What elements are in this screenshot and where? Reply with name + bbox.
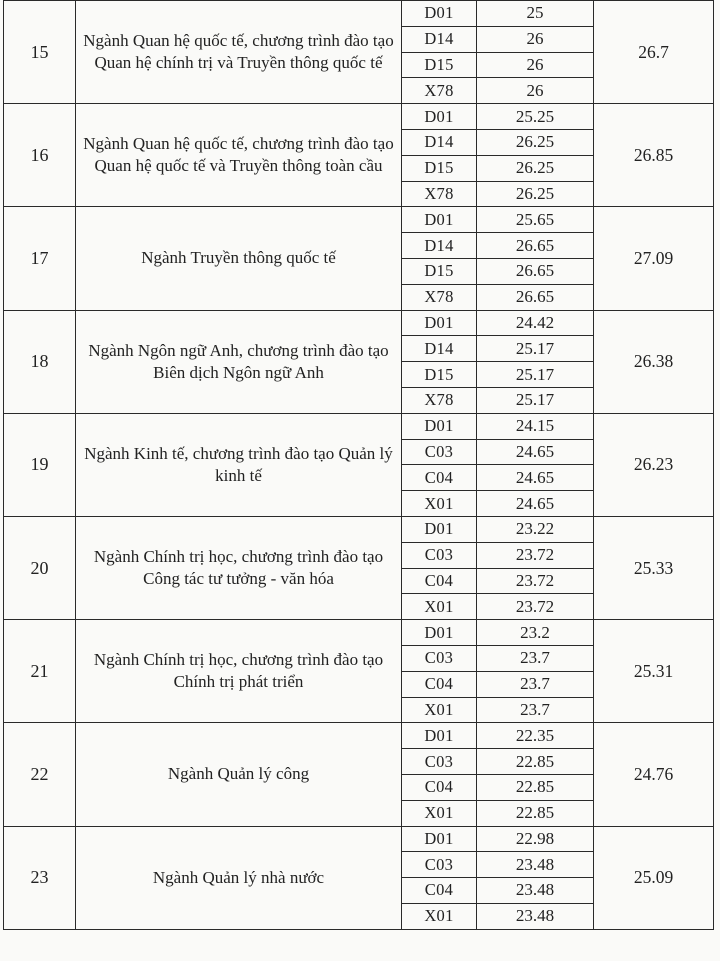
final-score: 24.76 <box>594 723 714 826</box>
subject-combination-code: X01 <box>402 491 477 517</box>
final-score: 26.38 <box>594 310 714 413</box>
table-row <box>4 310 714 336</box>
table-row <box>4 620 714 646</box>
subject-combination-code: X01 <box>402 697 477 723</box>
combination-score: 26.65 <box>477 233 594 259</box>
subject-combination-code: C03 <box>402 645 477 671</box>
combination-score: 26.25 <box>477 181 594 207</box>
subject-combination-code: D01 <box>402 516 477 542</box>
major-name: Ngành Ngôn ngữ Anh, chương trình đào tạo Biên dịch Ngôn ngữ Anh <box>76 310 402 413</box>
combination-score: 26 <box>477 78 594 104</box>
table-row <box>4 104 714 130</box>
combination-score: 26.25 <box>477 155 594 181</box>
major-name: Ngành Truyền thông quốc tế <box>76 207 402 310</box>
subject-combination-code: D14 <box>402 26 477 52</box>
row-number: 20 <box>4 516 76 619</box>
subject-combination-code: D01 <box>402 620 477 646</box>
row-number: 19 <box>4 413 76 516</box>
subject-combination-code: C03 <box>402 749 477 775</box>
subject-combination-code: X01 <box>402 903 477 929</box>
subject-combination-code: D01 <box>402 310 477 336</box>
subject-combination-code: C03 <box>402 852 477 878</box>
final-score: 25.31 <box>594 620 714 723</box>
combination-score: 25 <box>477 1 594 27</box>
combination-score: 25.17 <box>477 362 594 388</box>
row-number: 21 <box>4 620 76 723</box>
subject-combination-code: D01 <box>402 826 477 852</box>
combination-score: 25.25 <box>477 104 594 130</box>
subject-combination-code: X78 <box>402 387 477 413</box>
combination-score: 26.65 <box>477 284 594 310</box>
subject-combination-code: D01 <box>402 1 477 27</box>
table-row <box>4 516 714 542</box>
subject-combination-code: X01 <box>402 800 477 826</box>
subject-combination-code: D15 <box>402 52 477 78</box>
subject-combination-code: X78 <box>402 284 477 310</box>
combination-score: 22.98 <box>477 826 594 852</box>
final-score: 25.33 <box>594 516 714 619</box>
combination-score: 22.35 <box>477 723 594 749</box>
table-row <box>4 207 714 233</box>
final-score: 26.85 <box>594 104 714 207</box>
subject-combination-code: D01 <box>402 207 477 233</box>
subject-combination-code: C04 <box>402 774 477 800</box>
table-row <box>4 826 714 852</box>
subject-combination-code: D15 <box>402 362 477 388</box>
combination-score: 23.7 <box>477 697 594 723</box>
combination-score: 26.25 <box>477 129 594 155</box>
combination-score: 26 <box>477 52 594 78</box>
combination-score: 24.65 <box>477 439 594 465</box>
subject-combination-code: C04 <box>402 568 477 594</box>
subject-combination-code: D01 <box>402 104 477 130</box>
row-number: 22 <box>4 723 76 826</box>
subject-combination-code: D14 <box>402 336 477 362</box>
row-number: 17 <box>4 207 76 310</box>
combination-score: 24.65 <box>477 491 594 517</box>
major-name: Ngành Chính trị học, chương trình đào tạo Chính trị phát triển <box>76 620 402 723</box>
table-body <box>4 1 714 930</box>
combination-score: 25.65 <box>477 207 594 233</box>
final-score: 26.23 <box>594 413 714 516</box>
combination-score: 23.72 <box>477 568 594 594</box>
subject-combination-code: C04 <box>402 671 477 697</box>
combination-score: 23.7 <box>477 671 594 697</box>
combination-score: 23.48 <box>477 878 594 904</box>
combination-score: 23.22 <box>477 516 594 542</box>
subject-combination-code: C03 <box>402 542 477 568</box>
combination-score: 23.72 <box>477 594 594 620</box>
combination-score: 23.48 <box>477 852 594 878</box>
combination-score: 26.65 <box>477 258 594 284</box>
combination-score: 24.15 <box>477 413 594 439</box>
major-name: Ngành Quan hệ quốc tế, chương trình đào tạo Quan hệ chính trị và Truyền thông quốc tế <box>76 1 402 104</box>
subject-combination-code: D14 <box>402 233 477 259</box>
table-row <box>4 723 714 749</box>
combination-score: 22.85 <box>477 774 594 800</box>
combination-score: 25.17 <box>477 387 594 413</box>
row-number: 15 <box>4 1 76 104</box>
combination-score: 26 <box>477 26 594 52</box>
subject-combination-code: C04 <box>402 878 477 904</box>
subject-combination-code: D15 <box>402 258 477 284</box>
major-name: Ngành Quản lý nhà nước <box>76 826 402 929</box>
subject-combination-code: C04 <box>402 465 477 491</box>
row-number: 16 <box>4 104 76 207</box>
combination-score: 24.65 <box>477 465 594 491</box>
combination-score: 25.17 <box>477 336 594 362</box>
table-row <box>4 1 714 27</box>
combination-score: 22.85 <box>477 800 594 826</box>
subject-combination-code: X78 <box>402 181 477 207</box>
combination-score: 22.85 <box>477 749 594 775</box>
row-number: 18 <box>4 310 76 413</box>
major-name: Ngành Kinh tế, chương trình đào tạo Quản lý kinh tế <box>76 413 402 516</box>
combination-score: 23.48 <box>477 903 594 929</box>
final-score: 25.09 <box>594 826 714 929</box>
major-name: Ngành Quan hệ quốc tế, chương trình đào tạo Quan hệ quốc tế và Truyền thông toàn cầu <box>76 104 402 207</box>
subject-combination-code: D14 <box>402 129 477 155</box>
combination-score: 23.72 <box>477 542 594 568</box>
table-row <box>4 413 714 439</box>
final-score: 27.09 <box>594 207 714 310</box>
row-number: 23 <box>4 826 76 929</box>
subject-combination-code: X78 <box>402 78 477 104</box>
final-score: 26.7 <box>594 1 714 104</box>
major-name: Ngành Quản lý công <box>76 723 402 826</box>
subject-combination-code: X01 <box>402 594 477 620</box>
admission-scores-table <box>3 0 714 930</box>
subject-combination-code: C03 <box>402 439 477 465</box>
subject-combination-code: D01 <box>402 413 477 439</box>
combination-score: 23.2 <box>477 620 594 646</box>
subject-combination-code: D15 <box>402 155 477 181</box>
subject-combination-code: D01 <box>402 723 477 749</box>
major-name: Ngành Chính trị học, chương trình đào tạo Công tác tư tưởng - văn hóa <box>76 516 402 619</box>
combination-score: 24.42 <box>477 310 594 336</box>
combination-score: 23.7 <box>477 645 594 671</box>
